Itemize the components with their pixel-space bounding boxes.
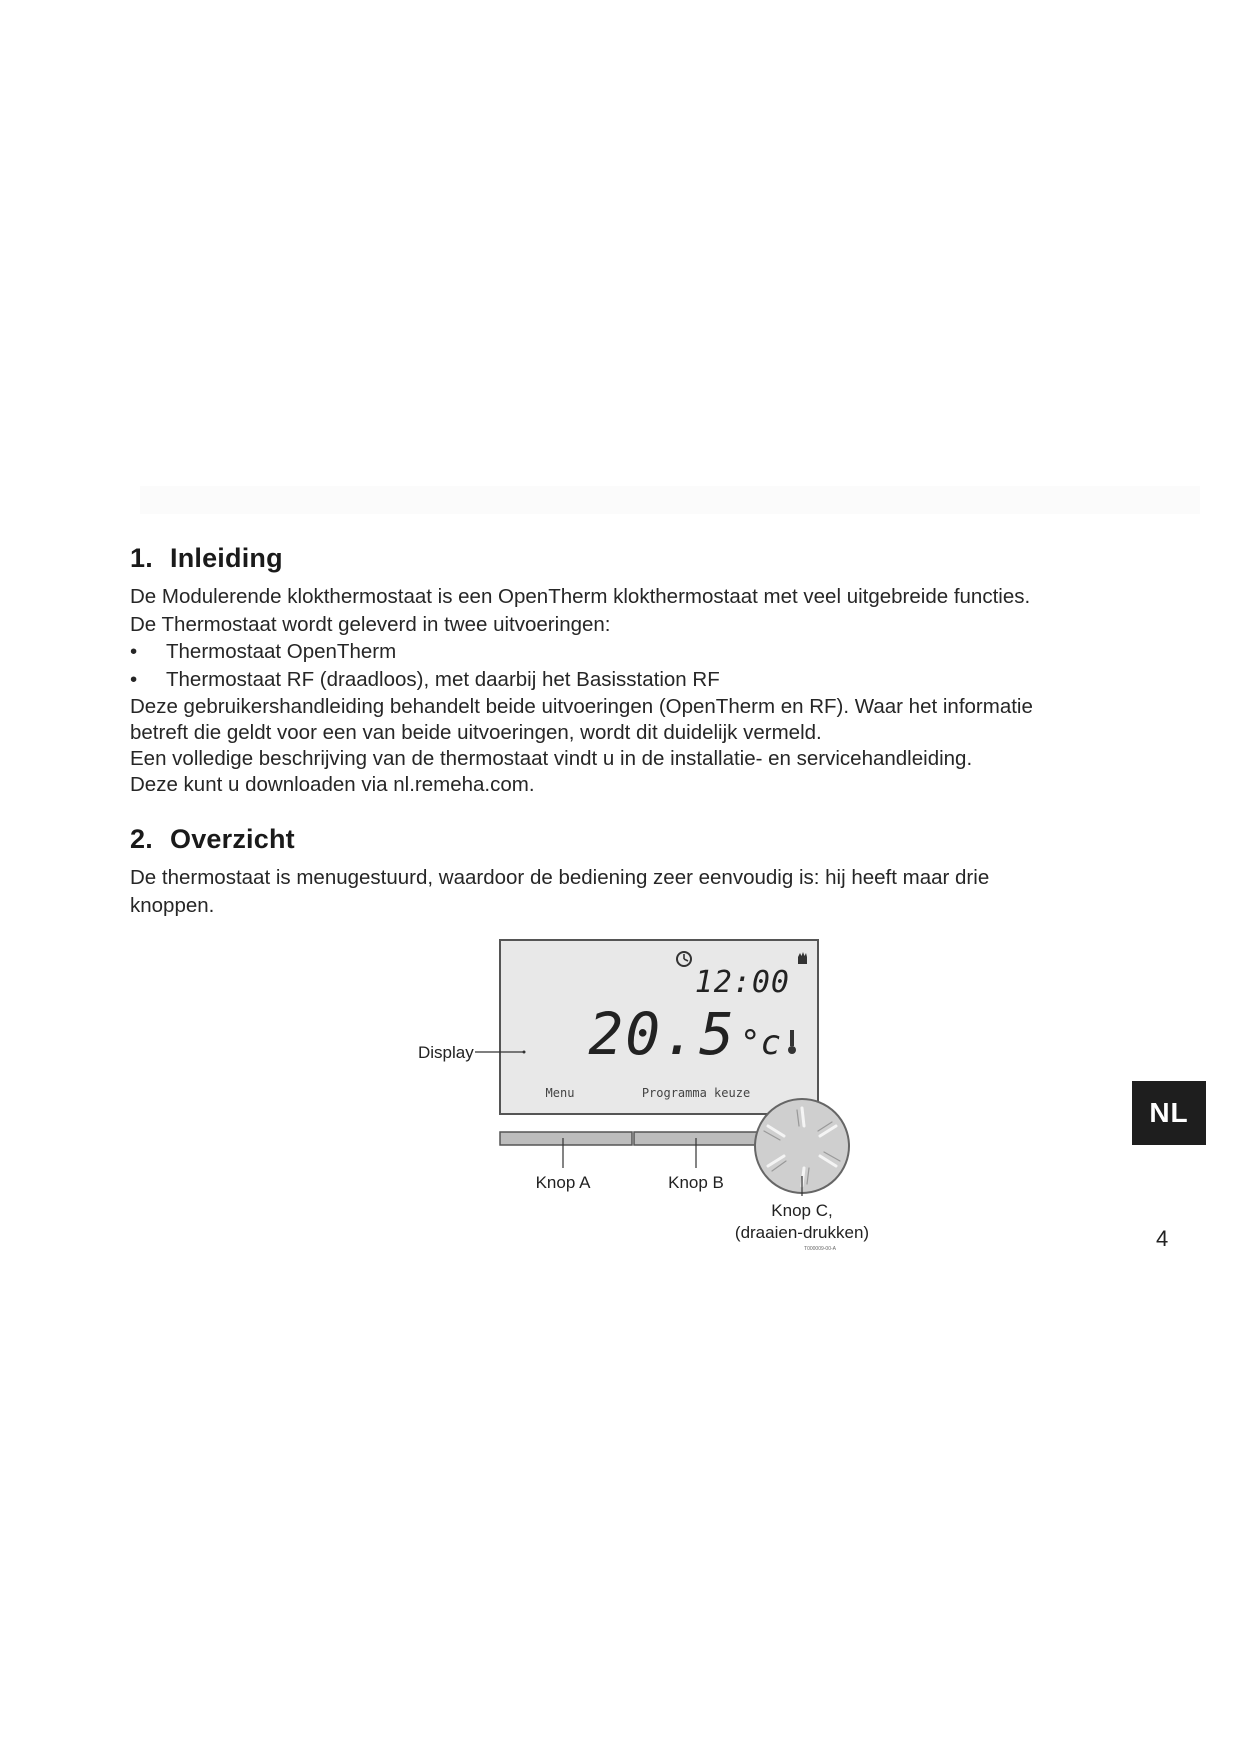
paragraph-line: De Thermostaat wordt geleverd in twee uitvoeringen: [130,613,611,636]
paragraph-line: De thermostaat is menugestuurd, waardoor de bediening zeer eenvoudig is: hij heeft maar drie [130,866,990,889]
list-item: • Thermostaat RF (draadloos), met daarbij het Basisstation RF [130,666,1130,694]
label-knop-b: Knop B [668,1173,724,1192]
label-knop-c-line1: Knop C, [771,1201,833,1220]
bullet-glyph: • [130,668,138,691]
list-item: • Thermostaat OpenTherm [130,638,1130,666]
label-display: Display [418,1043,474,1062]
section-title: Overzicht [170,824,295,854]
paragraph-line: Deze gebruikershandleiding behandelt beide uitvoeringen (OpenTherm en RF). Waar het informatie [130,695,1033,718]
section-overzicht [130,824,1130,919]
paragraph-line: Deze kunt u downloaden via nl.remeha.com. [130,773,535,796]
display-time: 12:00 [694,965,790,1000]
label-knop-a: Knop A [535,1173,591,1192]
section-heading [130,543,1130,574]
header-divider [140,486,1200,514]
section-number: 2. [130,824,153,854]
paragraph-line: De Modulerende klokthermostaat is een OpenTherm klokthermostaat met veel uitgebreide functies. [130,585,1031,608]
knop-a-button [500,1132,632,1145]
knop-b-button [634,1132,766,1145]
thermostat-illustration [400,930,920,1260]
page-number: 4 [1156,1226,1169,1251]
section-heading [130,824,1130,855]
display-unit: °c [740,1023,781,1063]
section-inleiding [130,543,1130,798]
section-number: 1. [130,543,153,573]
softkey-menu-label: Menu [545,1086,575,1100]
thermostat-figure [400,930,920,1260]
paragraph-line: knoppen. [130,894,215,917]
softkey-programma-label: Programma keuze [641,1086,751,1100]
paragraph-line: betreft die geldt voor een van beide uitvoeringen, wordt dit duidelijk vermeld. [130,721,822,744]
section-title: Inleiding [170,543,283,573]
paragraph-line: Een volledige beschrijving van de thermostaat vindt u in de installatie- en servicehandleiding. [130,747,973,770]
bullet-list [130,638,1130,694]
figure-code: T000009-00-A [804,1246,836,1252]
label-knop-c-line2: (draaien-drukken) [734,1223,870,1242]
language-tab: NL [1132,1081,1206,1145]
display-temperature: 20.5 [588,1000,736,1068]
bullet-glyph: • [130,640,138,663]
